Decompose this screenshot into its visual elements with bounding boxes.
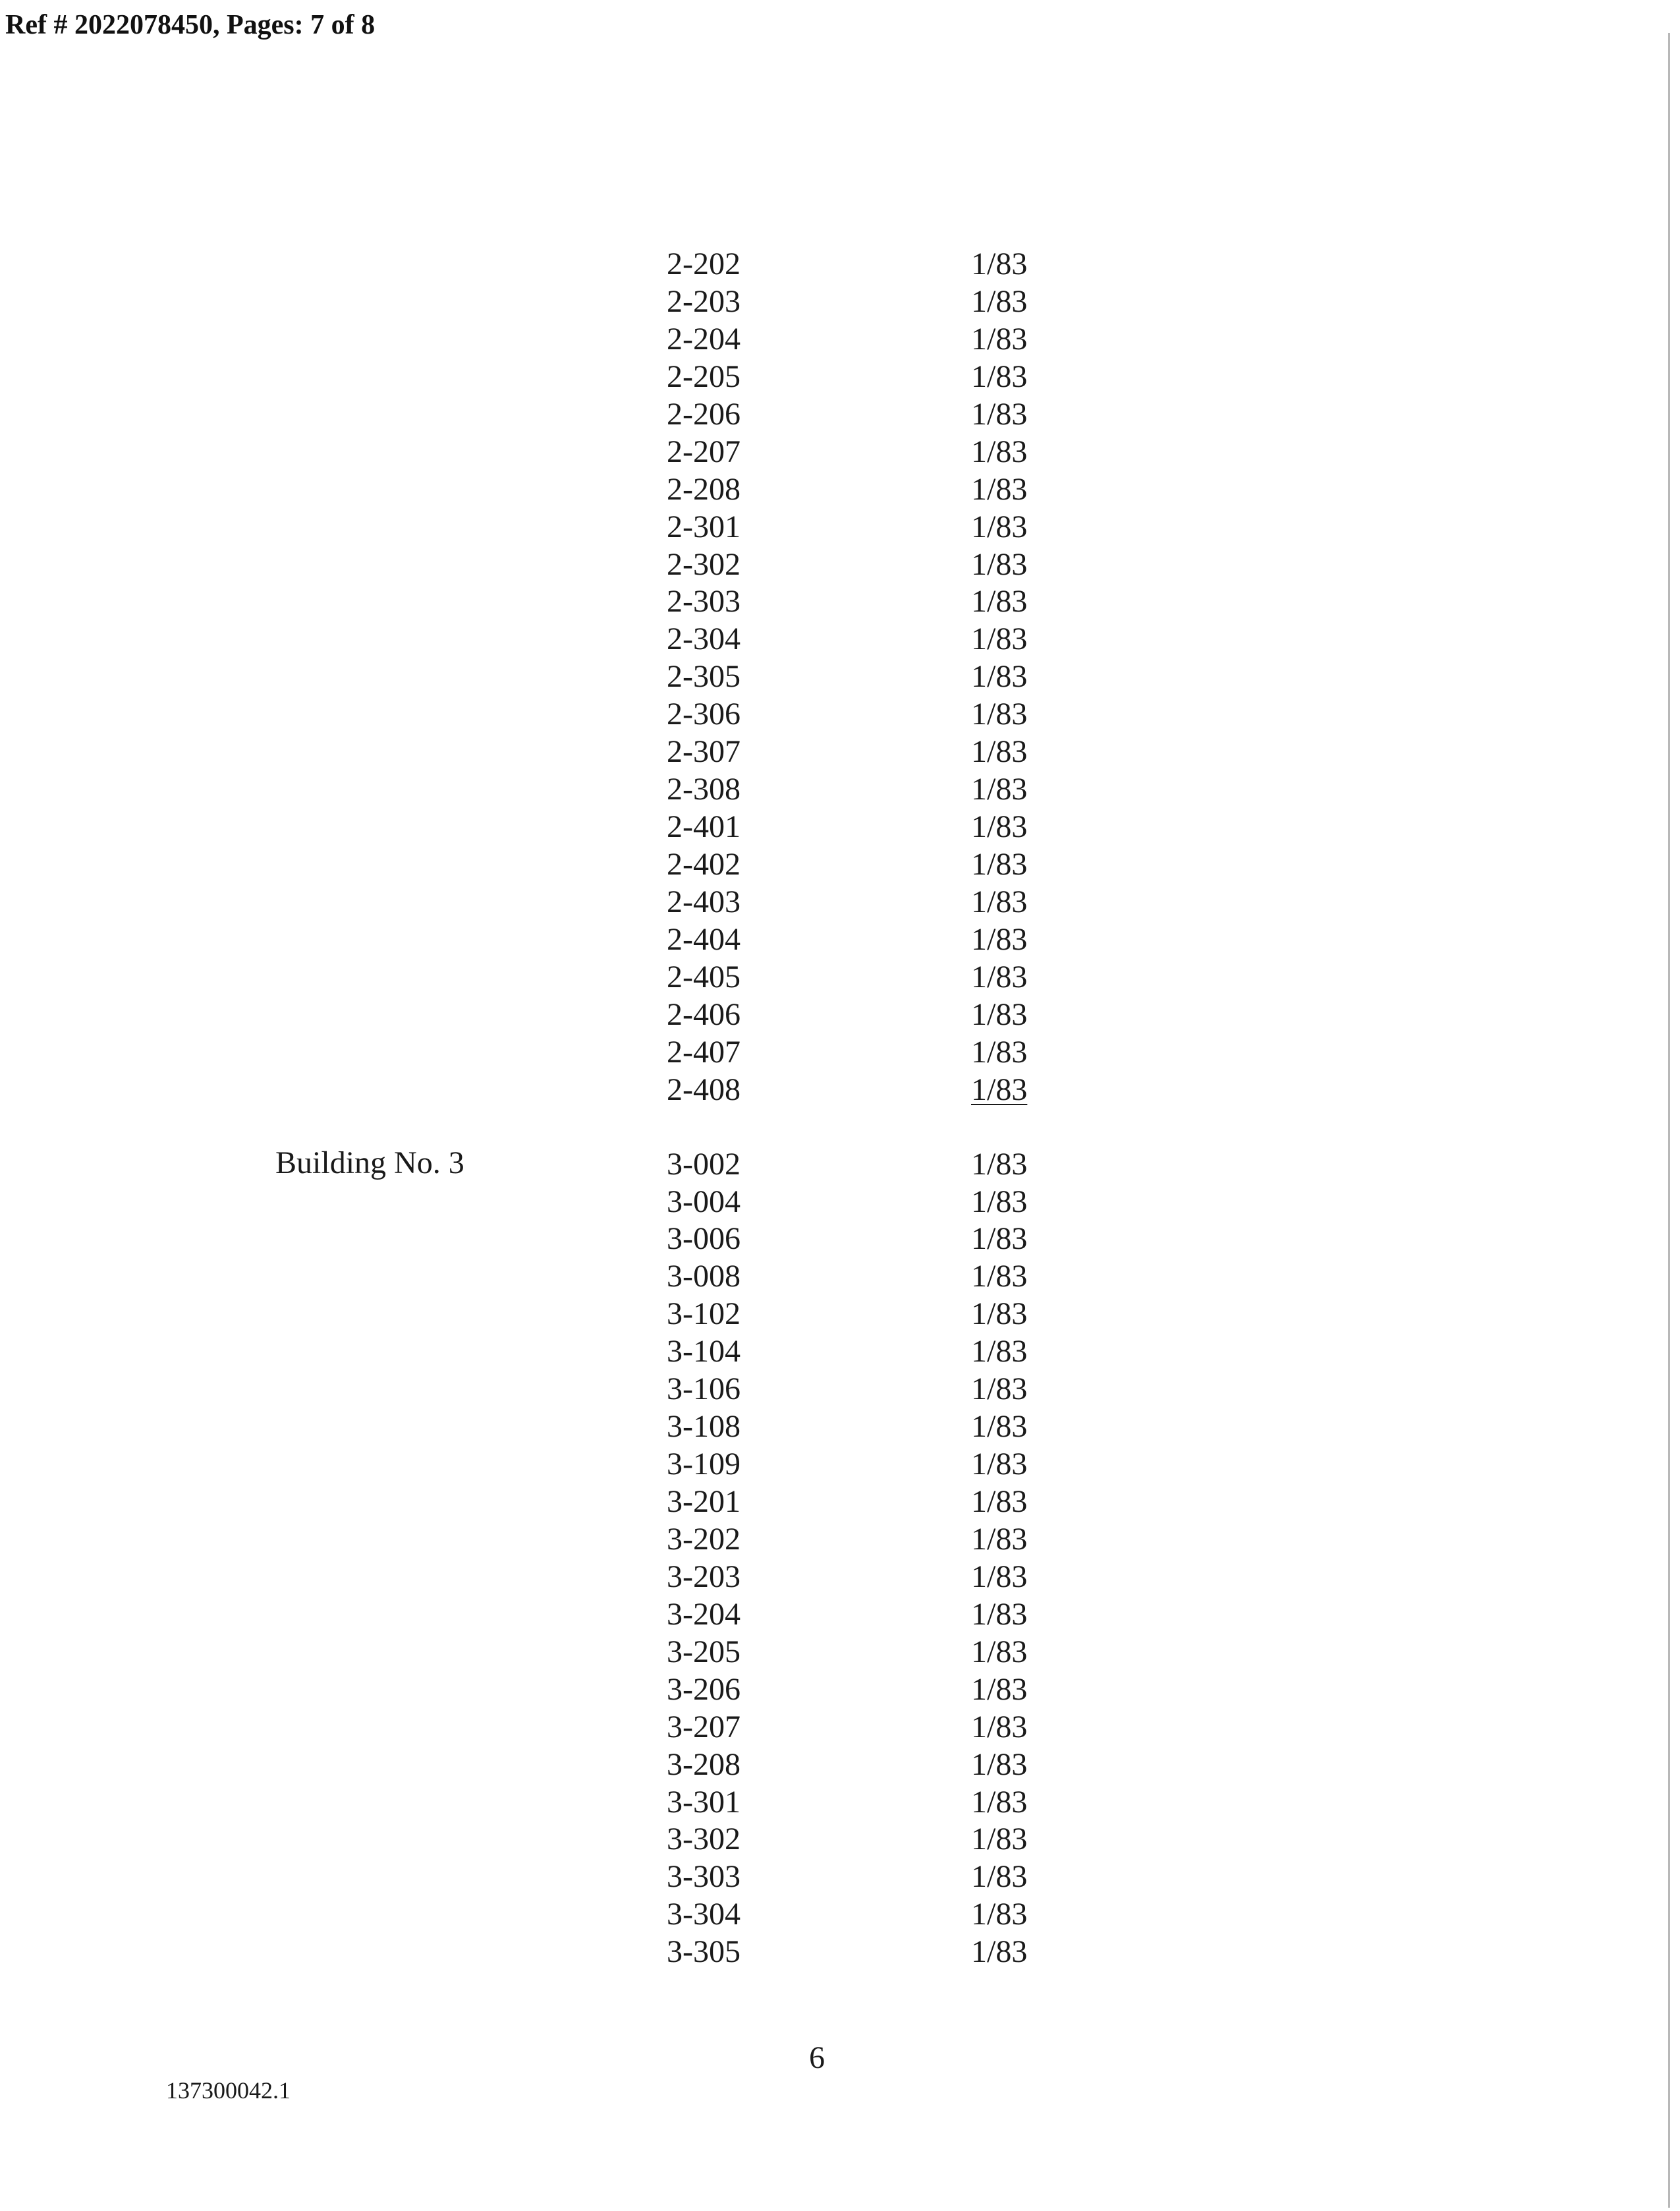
unit-number: 2-304 [667,621,741,657]
unit-number: 3-208 [667,1746,741,1782]
unit-share: 1/83 [971,734,1028,770]
unit-share: 1/83 [971,921,1028,957]
unit-number: 2-403 [667,884,741,919]
unit-number: 2-202 [667,246,741,281]
table-row [667,1220,1062,1257]
table-row [667,1595,1062,1633]
unit-share: 1/83 [971,1934,1028,1970]
unit-number: 2-405 [667,959,741,994]
table-row [667,283,1062,320]
unit-share: 1/83 [971,1221,1028,1257]
unit-number: 3-205 [667,1634,741,1669]
unit-share: 1/83 [971,546,1028,582]
unit-share: 1/83 [971,321,1028,357]
table-row [667,1895,1062,1933]
unit-share: 1/83 [971,1859,1028,1895]
unit-number: 3-301 [667,1784,741,1820]
table-row [667,1370,1062,1408]
table-row [667,1145,1062,1183]
table-row [667,921,1062,958]
unit-share: 1/83 [971,1484,1028,1519]
unit-share: 1/83 [971,1784,1028,1820]
unit-share: 1/83 [971,1521,1028,1557]
unit-share: 1/83 [971,847,1028,882]
table-row [667,1071,1062,1108]
table-row [667,1483,1062,1520]
table-row [667,1858,1062,1895]
unit-share: 1/83 [971,359,1028,394]
unit-number: 3-201 [667,1484,741,1519]
unit-number: 2-208 [667,471,741,507]
unit-share: 1/83 [971,1822,1028,1857]
unit-number: 3-204 [667,1596,741,1632]
unit-number: 2-305 [667,659,741,695]
table-row [667,1783,1062,1821]
unit-number: 2-302 [667,546,741,582]
unit-number: 3-002 [667,1146,741,1182]
table-row [667,320,1062,358]
table-row [667,471,1062,508]
table-row [667,245,1062,283]
unit-number: 2-303 [667,584,741,619]
unit-number: 3-004 [667,1184,741,1219]
unit-number: 3-302 [667,1822,741,1857]
unit-share: 1/83 [971,396,1028,432]
unit-number: 3-104 [667,1334,741,1369]
unit-number: 2-301 [667,509,741,544]
table-row [667,883,1062,921]
unit-number: 2-203 [667,283,741,319]
table-row [667,1746,1062,1783]
table-row [667,1633,1062,1671]
table-row [667,1558,1062,1595]
unit-number: 3-108 [667,1409,741,1445]
page-number: 6 [809,2040,825,2075]
table-row [667,358,1062,395]
table-row [667,1671,1062,1708]
unit-share: 1/83 [971,1334,1028,1369]
table-row [667,658,1062,695]
unit-share: 1/83 [971,509,1028,544]
unit-number: 2-307 [667,734,741,770]
unit-number: 3-008 [667,1259,741,1294]
table-row [667,1708,1062,1746]
unit-share: 1/83 [971,1559,1028,1594]
unit-share: 1/83 [971,1259,1028,1294]
unit-number: 2-308 [667,772,741,807]
table-row [667,1520,1062,1558]
unit-number: 2-207 [667,434,741,469]
unit-share: 1/83 [971,283,1028,319]
unit-number: 3-109 [667,1447,741,1482]
unit-number: 3-102 [667,1296,741,1332]
unit-number: 2-408 [667,1072,741,1107]
table-row [667,808,1062,846]
unit-share: 1/83 [971,959,1028,994]
table-row [667,1408,1062,1445]
table-row [667,1820,1062,1858]
unit-number: 3-207 [667,1709,741,1744]
table-row [667,733,1062,770]
table-row [667,996,1062,1033]
table-row [667,508,1062,546]
unit-share: 1/83 [971,246,1028,281]
table-row [667,1033,1062,1071]
unit-number: 3-106 [667,1371,741,1407]
unit-share: 1/83 [971,697,1028,732]
unit-share: 1/83 [971,1634,1028,1669]
building-label: Building No. 3 [275,1145,464,1180]
table-row [667,1183,1062,1220]
table-row [667,395,1062,433]
unit-number: 2-204 [667,321,741,357]
group-spacer [667,1108,1062,1145]
unit-number: 3-203 [667,1559,741,1594]
unit-number: 2-306 [667,697,741,732]
unit-share: 1/83 [971,1371,1028,1407]
table-row [667,1445,1062,1483]
unit-number: 2-406 [667,996,741,1032]
unit-share: 1/83 [971,1184,1028,1219]
table-row [667,695,1062,733]
table-row [667,1333,1062,1370]
unit-share: 1/83 [971,659,1028,695]
unit-number: 2-402 [667,847,741,882]
unit-number: 2-407 [667,1034,741,1070]
unit-share: 1/83 [971,772,1028,807]
unit-share: 1/83 [971,434,1028,469]
table-row [667,958,1062,996]
unit-number: 3-304 [667,1897,741,1932]
unit-share: 1/83 [971,1447,1028,1482]
unit-number: 2-401 [667,809,741,845]
unit-number: 3-006 [667,1221,741,1257]
document-number: 137300042.1 [166,2077,291,2104]
unit-number: 3-202 [667,1521,741,1557]
table-row [667,1257,1062,1295]
unit-share: 1/83 [971,471,1028,507]
scan-edge-line [1668,33,1670,2208]
unit-number: 2-206 [667,396,741,432]
unit-share: 1/83 [971,1409,1028,1445]
unit-number: 2-404 [667,921,741,957]
table-row [667,620,1062,658]
unit-share: 1/83 [971,1296,1028,1332]
unit-share: 1/83 [971,1034,1028,1070]
unit-share: 1/83 [971,1072,1028,1107]
unit-share: 1/83 [971,1596,1028,1632]
unit-share: 1/83 [971,809,1028,845]
table-row [667,1933,1062,1970]
unit-number: 2-205 [667,359,741,394]
table-row [667,583,1062,620]
table-row [667,770,1062,808]
unit-share-table [667,245,1062,1970]
unit-share: 1/83 [971,584,1028,619]
unit-share: 1/83 [971,1746,1028,1782]
unit-share: 1/83 [971,884,1028,919]
reference-header: Ref # 2022078450, Pages: 7 of 8 [5,10,376,40]
unit-share: 1/83 [971,1671,1028,1707]
unit-share: 1/83 [971,1709,1028,1744]
table-row [667,1295,1062,1333]
unit-share: 1/83 [971,621,1028,657]
table-row [667,433,1062,471]
unit-share: 1/83 [971,1146,1028,1182]
unit-number: 3-303 [667,1859,741,1895]
table-row [667,846,1062,883]
table-row [667,546,1062,583]
unit-number: 3-305 [667,1934,741,1970]
unit-share: 1/83 [971,1897,1028,1932]
unit-share: 1/83 [971,996,1028,1032]
unit-number: 3-206 [667,1671,741,1707]
